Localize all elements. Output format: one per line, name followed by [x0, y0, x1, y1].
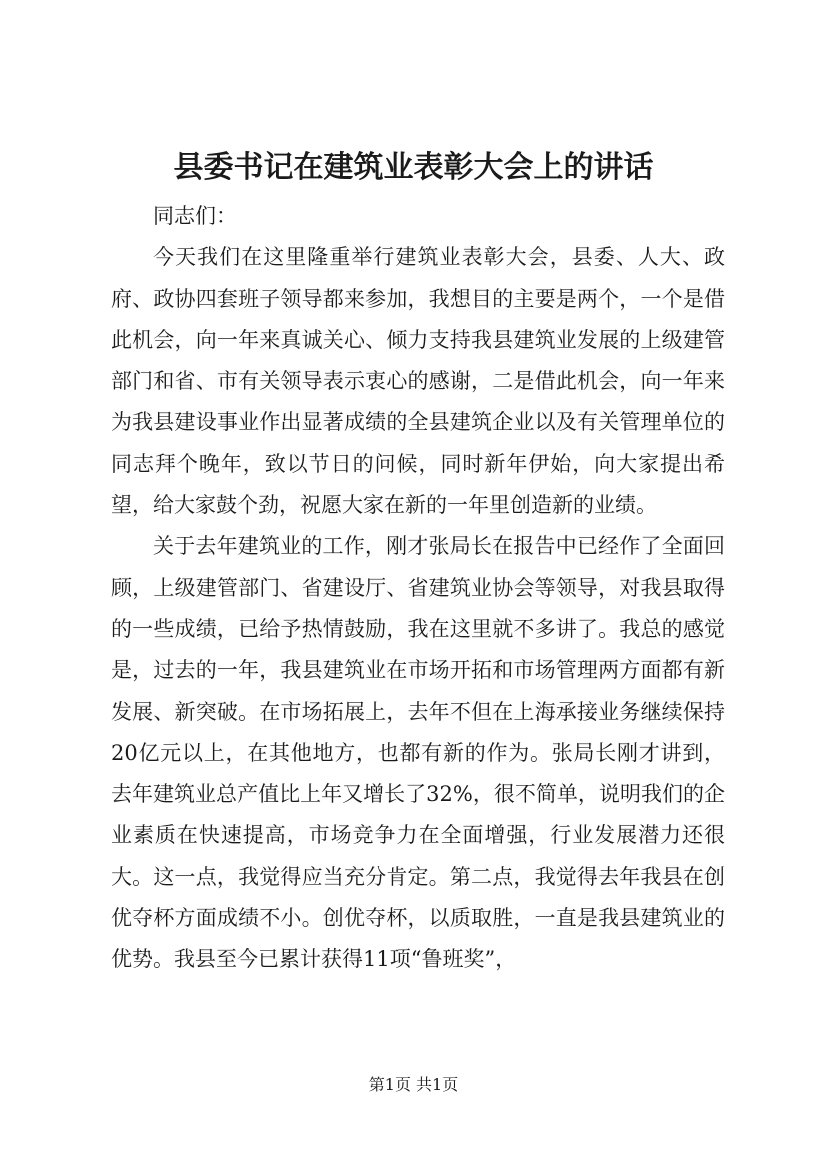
- paragraph-2: 关于去年建筑业的工作，刚才张局长在报告中已经作了全面回顾，上级建管部门、省建设厅、省建筑业协会等领导，对我县取得的一些成绩，已给予热情鼓励，我在这里就不多讲了。我总的感觉是，过去的一年，我县建筑业在市场开拓和市场管理两方面都有新发展、新突破。在市场拓展上，去年不但在上海承接业务继续保持20亿元以上，在其他地方，也都有新的作为。张局长刚才讲到，去年建筑业总产值比上年又增长了32%，很不简单，说明我们的企业素质在快速提高，市场竞争力在全面增强，行业发展潜力还很大。这一点，我觉得应当充分肯定。第二点，我觉得去年我县在创优夺杯方面成绩不小。创优夺杯，以质取胜，一直是我县建筑业的优势。我县至今已累计获得11项“鲁班奖”，: [111, 534, 725, 972]
- document-body: [111, 196, 725, 981]
- paragraph-1: 今天我们在这里隆重举行建筑业表彰大会，县委、人大、政府、政协四套班子领导都来参加，我想目的主要是两个，一个是借此机会，向一年来真诚关心、倾力支持我县建筑业发展的上级建管部门和省、市有关领导表示衷心的感谢，二是借此机会，向一年来为我县建设事业作出显著成绩的全县建筑企业以及有关管理单位的同志拜个晚年，致以节日的问候，同时新年伊始，向大家提出希望，给大家鼓个劲，祝愿大家在新的一年里创造新的业绩。: [111, 245, 725, 518]
- salutation: 同志们：: [153, 204, 237, 228]
- document-title: 县委书记在建筑业表彰大会上的讲话: [173, 150, 654, 185]
- page-number-footer: 第1页 共1页: [368, 1075, 459, 1094]
